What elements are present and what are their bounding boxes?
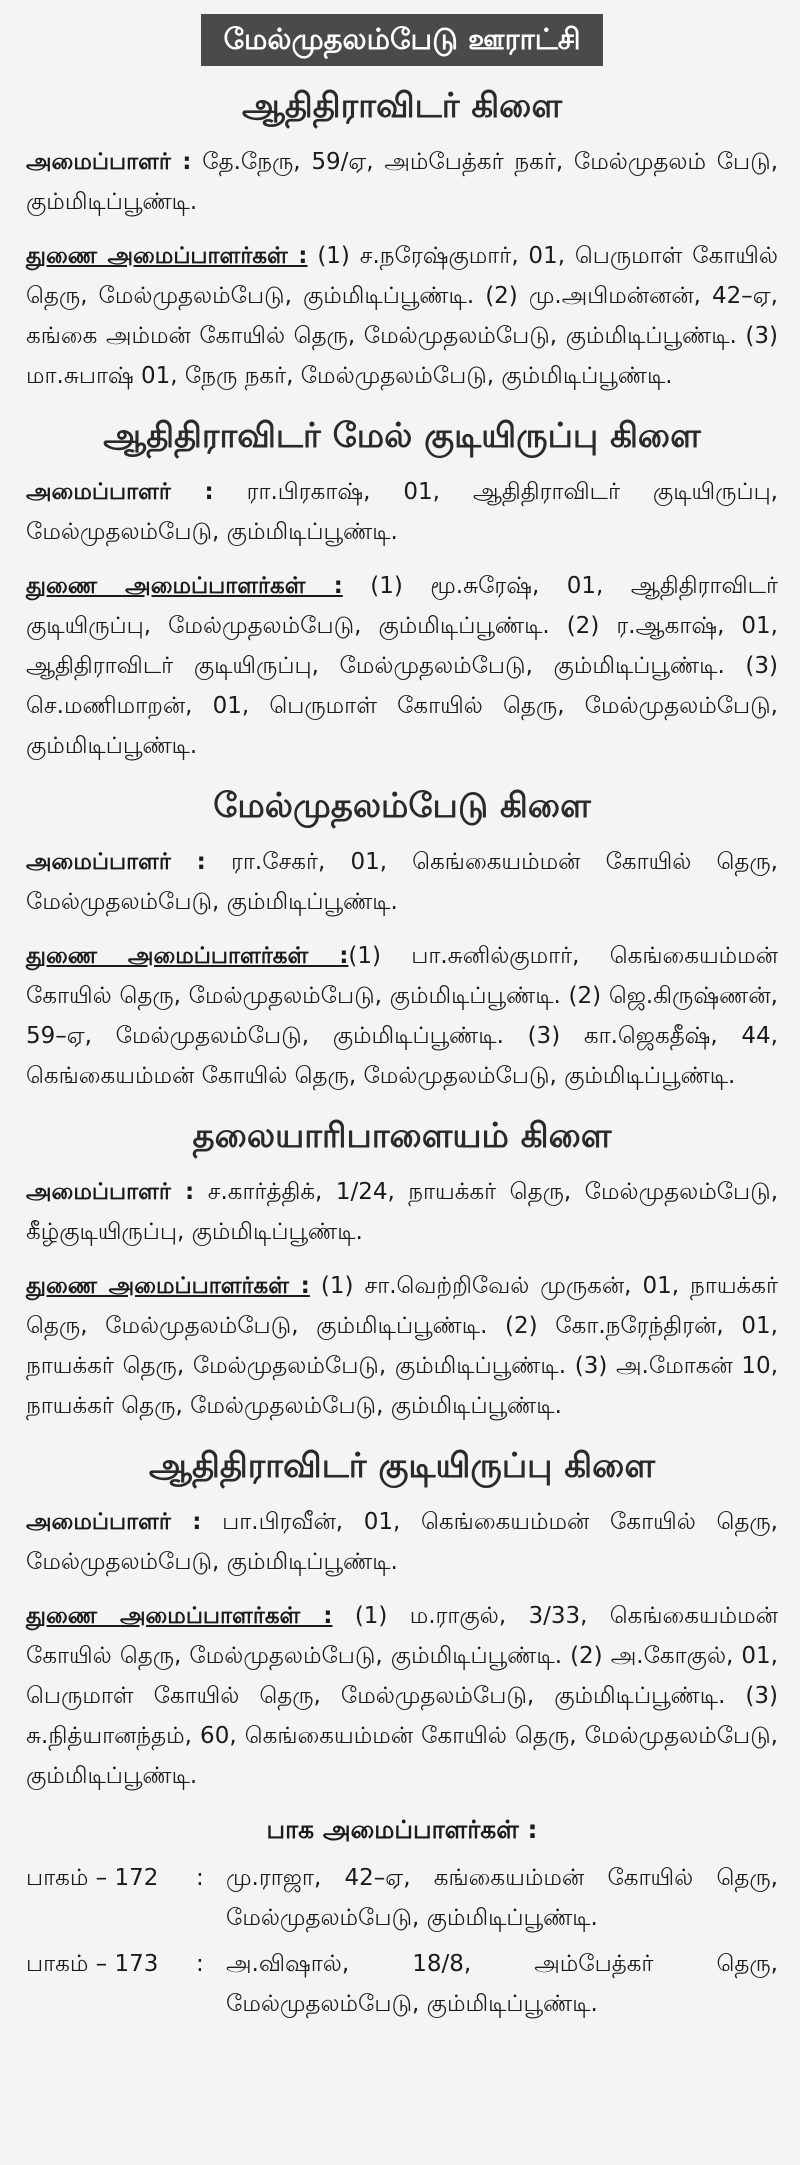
deputy-paragraph [26, 566, 778, 766]
secretary-label: அமைப்பாளர் : [26, 479, 214, 505]
branch-section [26, 410, 778, 766]
secretary-label: அமைப்பாளர் : [26, 1509, 202, 1535]
booth-text: அ.விஷால், 18/8, அம்பேத்கர் தெரு, மேல்முதலம்பேடு, கும்மிடிப்பூண்டி. [226, 1951, 778, 2017]
secretary-text: பா.பிரவீன், 01, கெங்கையம்மன் கோயில் தெரு, மேல்முதலம்பேடு, கும்மிடிப்பூண்டி. [26, 1509, 778, 1575]
booth-heading: பாக அமைப்பாளர்கள் : [266, 1815, 538, 1844]
booth-colon: : [196, 1951, 204, 1977]
secretary-paragraph [26, 1172, 778, 1252]
secretary-label: அமைப்பாளர் : [26, 1179, 195, 1205]
secretary-paragraph [26, 142, 778, 222]
branch-section [26, 80, 778, 396]
booth-row [26, 1944, 778, 2024]
branch-section [26, 780, 778, 1096]
booth-colon: : [196, 1865, 204, 1891]
deputy-paragraph [26, 1266, 778, 1426]
branch-heading: மேல்முதலம்பேடு கிளை [213, 786, 591, 826]
booth-number: பாகம் – 173 [26, 1951, 159, 1977]
secretary-label: அமைப்பாளர் : [26, 849, 206, 875]
deputy-text: (1) ம.ராகுல், 3/33, கெங்கையம்மன் கோயில் தெரு, மேல்முதலம்பேடு, கும்மிடிப்பூண்டி. (2) அ.கோகுல், 01, பெருமாள் கோயில் தெரு, மேல்முதலம்பேடு, கும்மிடிப்பூண்டி. (3) சு.நித்யானந்தம், 60, கெங்கையம்மன் கோயில் தெரு, மேல்முதலம்பேடு, கும்மிடிப்பூண்டி. [26, 1603, 778, 1789]
secretary-paragraph [26, 1502, 778, 1582]
booth-section [26, 1810, 778, 2024]
secretary-label: அமைப்பாளர் : [26, 149, 192, 175]
branch-heading: ஆதிதிராவிடர் கிளை [241, 86, 563, 126]
deputy-label: துணை அமைப்பாளர்கள் : [26, 243, 308, 269]
secretary-text: ரா.சேகர், 01, கெங்கையம்மன் கோயில் தெரு, மேல்முதலம்பேடு, கும்மிடிப்பூண்டி. [26, 849, 778, 915]
deputy-text: (1) பா.சுனில்குமார், கெங்கையம்மன் கோயில் தெரு, மேல்முதலம்பேடு, கும்மிடிப்பூண்டி. (2) ஜெ.கிருஷ்ணன், 59–ஏ, மேல்முதலம்பேடு, கும்மிடிப்பூண்டி. (3) கா.ஜெகதீஷ், 44, கெங்கையம்மன் கோயில் தெரு, மேல்முதலம்பேடு, கும்மிடிப்பூண்டி. [26, 943, 778, 1089]
title-banner [26, 14, 778, 66]
booth-row [26, 1858, 778, 1938]
deputy-label: துணை அமைப்பாளர்கள் : [26, 1603, 333, 1629]
branch-section [26, 1110, 778, 1426]
deputy-label: துணை அமைப்பாளர்கள் : [26, 943, 349, 969]
secretary-text: தே.நேரு, 59/ஏ, அம்பேத்கர் நகர், மேல்முதலம் பேடு, கும்மிடிப்பூண்டி. [26, 149, 779, 215]
deputy-paragraph [26, 1596, 778, 1796]
deputy-text: (1) சா.வெற்றிவேல் முருகன், 01, நாயக்கர் தெரு, மேல்முதலம்பேடு, கும்மிடிப்பூண்டி. (2) கோ.நரேந்திரன், 01, நாயக்கர் தெரு, மேல்முதலம்பேடு, கும்மிடிப்பூண்டி. (3) அ.மோகன் 10, நாயக்கர் தெரு, மேல்முதலம்பேடு, கும்மிடிப்பூண்டி. [26, 1273, 778, 1419]
secretary-text: ச.கார்த்திக், 1/24, நாயக்கர் தெரு, மேல்முதலம்பேடு, கீழ்குடியிருப்பு, கும்மிடிப்பூண்டி. [26, 1179, 778, 1245]
booth-number: பாகம் – 172 [26, 1865, 159, 1891]
booth-text: மு.ராஜா, 42–ஏ, கங்கையம்மன் கோயில் தெரு, மேல்முதலம்பேடு, கும்மிடிப்பூண்டி. [226, 1865, 778, 1931]
branch-heading: ஆதிதிராவிடர் குடியிருப்பு கிளை [148, 1446, 655, 1486]
deputy-paragraph [26, 936, 778, 1096]
deputy-text: (1) ச.நரேஷ்குமார், 01, பெருமாள் கோயில் தெரு, மேல்முதலம்பேடு, கும்மிடிப்பூண்டி. (2) மு.அபிமன்னன், 42–ஏ, கங்கை அம்மன் கோயில் தெரு, மேல்முதலம்பேடு, கும்மிடிப்பூண்டி. (3) மா.சுபாஷ் 01, நேரு நகர், மேல்முதலம்பேடு, கும்மிடிப்பூண்டி. [26, 243, 778, 389]
page-title: மேல்முதலம்பேடு ஊராட்சி [201, 14, 602, 66]
deputy-paragraph [26, 236, 778, 396]
secretary-text: ரா.பிரகாஷ், 01, ஆதிதிராவிடர் குடியிருப்பு, மேல்முதலம்பேடு, கும்மிடிப்பூண்டி. [26, 479, 778, 545]
secretary-paragraph [26, 842, 778, 922]
deputy-label: துணை அமைப்பாளர்கள் : [26, 1273, 310, 1299]
deputy-text: (1) மூ.சுரேஷ், 01, ஆதிதிராவிடர் குடியிருப்பு, மேல்முதலம்பேடு, கும்மிடிப்பூண்டி. (2) ர.ஆகாஷ், 01, ஆதிதிராவிடர் குடியிருப்பு, மேல்முதலம்பேடு, கும்மிடிப்பூண்டி. (3) செ.மணிமாறன், 01, பெருமாள் கோயில் தெரு, மேல்முதலம்பேடு, கும்மிடிப்பூண்டி. [26, 573, 778, 759]
secretary-paragraph [26, 472, 778, 552]
branch-section [26, 1440, 778, 1796]
branch-heading: ஆதிதிராவிடர் மேல் குடியிருப்பு கிளை [103, 416, 701, 456]
branch-heading: தலையாரிபாளையம் கிளை [192, 1116, 612, 1156]
deputy-label: துணை அமைப்பாளர்கள் : [26, 573, 343, 599]
